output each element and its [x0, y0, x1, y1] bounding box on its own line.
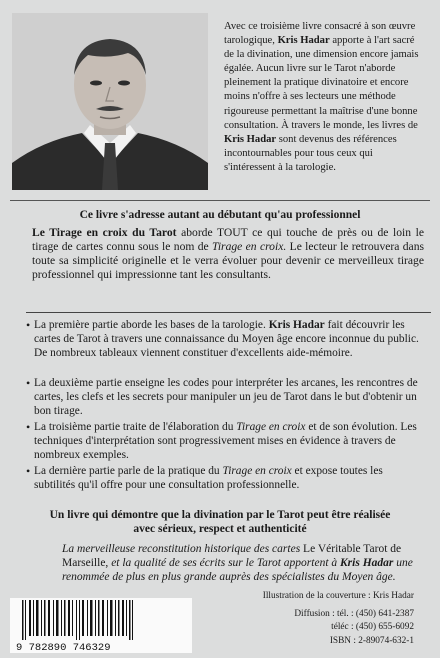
audience-headline: Ce livre s'adresse autant au débutant qu'au professionnel — [79, 209, 361, 221]
author-intro — [224, 20, 420, 175]
tirage-description — [32, 226, 424, 282]
barcode-digits: 9 782890 746329 — [16, 642, 111, 653]
claim-headline: Un livre qui démontre que la divination par le Tarot peut être réalisée avec sérieux, respect et authenticité — [49, 509, 391, 535]
author-portrait-image — [12, 13, 208, 190]
quote-part-2: Le Véritable Tarot de Marseille, — [62, 543, 402, 569]
press-quote — [62, 542, 424, 584]
divider-top — [10, 200, 430, 201]
tirage-name: Tirage en croix. — [212, 240, 287, 253]
bullet-4: • — [26, 464, 31, 478]
intro-text-1: Avec ce troisième livre consacré à son œuvre tarologique, — [224, 21, 416, 47]
credits-block — [263, 590, 414, 648]
barcode-bars — [10, 598, 192, 653]
barcode — [10, 598, 192, 653]
quote-author: Kris Hadar — [340, 557, 394, 569]
tirage-text-1: aborde TOUT ce qui touche de près ou de loin le tirage de cartes connu sous le nom de — [32, 226, 424, 253]
part-1 — [34, 318, 426, 360]
bullet-2: • — [26, 376, 31, 390]
cover-illustration-credit: Illustration de la couverture : Kris Hadar — [262, 591, 414, 601]
quote-part-1: La merveilleuse reconstitution historique des cartes — [62, 543, 301, 555]
part-1-text-a: La première partie aborde les bases de la tarologie. — [34, 319, 266, 331]
intro-author: Kris Hadar — [277, 35, 330, 47]
quote-part-4: une renommée de plus en plus grande auprès des spécialistes du Moyen âge. — [62, 557, 413, 583]
part-4-text-b: et expose toutes les subtilités qu'il offre pour une consultation professionnelle. — [34, 465, 383, 491]
part-3 — [34, 420, 426, 462]
intro-text-2: apporte à l'art sacré de la divination, une dimension encore jamais égalée. Aucun livre sur le Tarot n'aborde pleinement la pratique divinatoire et encore moins n'offre à ses lecteurs une méthode rigoureuse permettant la maîtrise d'une bonne consultation. À travers le monde, les livres de — [224, 35, 419, 131]
author-portrait — [12, 13, 208, 190]
bullet-3: • — [26, 420, 31, 434]
part-4 — [34, 464, 426, 492]
part-4-name: Tirage en croix — [222, 465, 292, 477]
part-1-author: Kris Hadar — [268, 319, 325, 331]
part-3-text-a: La troisième partie traite de l'élaboration du — [34, 421, 234, 433]
intro-text-3: sont devenus des références incontournables pour tous ceux qui s'intéressent à la tarologie. — [224, 133, 397, 173]
quote-part-3: et la qualité de ses écrits sur le Tarot apportent à — [111, 557, 338, 569]
part-3-name: Tirage en croix — [236, 421, 306, 433]
part-2: La deuxième partie enseigne les codes pour interpréter les arcanes, les rencontres de cartes, les clefs et les secrets pour manipuler un jeu de Tarot dans le but d'obtenir un bon tirage. — [34, 377, 418, 417]
part-3-text-b: et de son évolution. Les techniques d'interprétation sont progressivement mises en évidence à travers de nombreux exemples. — [34, 421, 417, 461]
parts-frame — [26, 312, 431, 313]
tirage-title: Le Tirage en croix du Tarot — [32, 226, 177, 239]
part-4-text-a: La dernière partie parle de la pratique du — [34, 465, 220, 477]
isbn: ISBN : 2-89074-632-1 — [329, 635, 414, 646]
diffusion-phone: Diffusion : tél. : (450) 641-2387 — [294, 608, 414, 619]
tirage-text-2: Le lecteur le retrouvera dans toute sa simplicité originelle et le verra évoluer pour devenir ce merveilleux tirage professionnel qui impressionne tant les consultants. — [32, 240, 425, 281]
bullet-1: • — [26, 318, 31, 332]
diffusion-fax: téléc : (450) 655-6092 — [331, 622, 414, 632]
intro-author-2: Kris Hadar — [224, 133, 277, 145]
part-1-text-b: fait découvrir les cartes de Tarot à travers une connaissance du Moyen âge encore inconnue du public. De nombreux tableaux viennent constituer d'excellents aide-mémoire. — [34, 319, 419, 359]
